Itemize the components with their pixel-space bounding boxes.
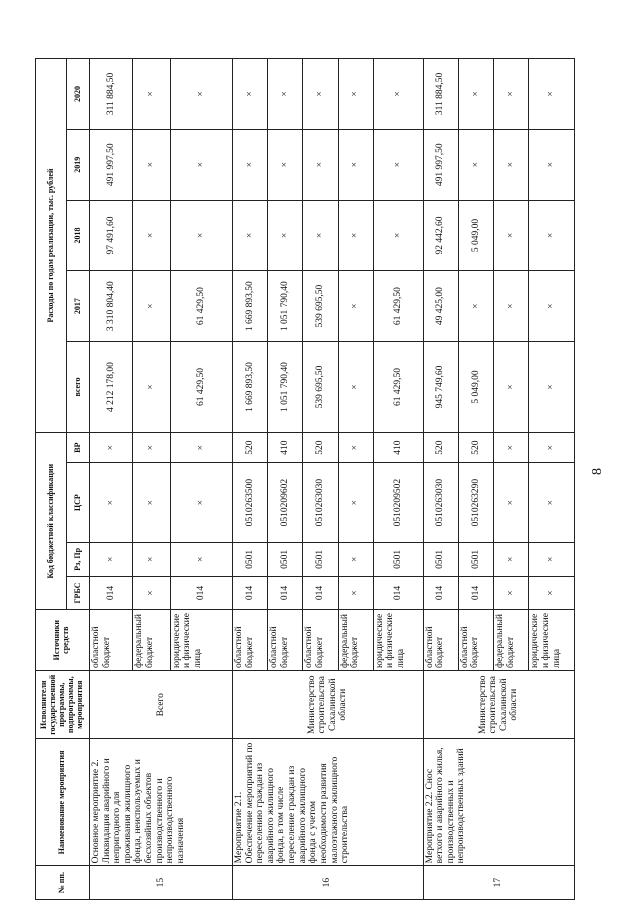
cell-vr: × [89,432,133,462]
cell-rzpr: 0501 [268,543,303,577]
cell-total: 5 049,00 [458,342,493,433]
activity-name: Мероприятие 2.2. Снос ветхого и аварийного жилья, производственных и непроизводственных зданий [423,739,574,866]
cell-source: юридические и физические лица [373,610,423,671]
cell-y2018: × [232,200,267,271]
cell-y2018: 5 049,00 [458,200,493,271]
cell-y2019: × [170,129,232,200]
cell-y2017: 3 310 804,40 [89,271,133,342]
cell-vr: × [338,432,373,462]
cell-rzpr: 0501 [232,543,267,577]
header-executor: Исполнители государственной программы, подпрограммы, мероприятия [36,670,90,738]
cell-source: областной бюджет [268,610,303,671]
row-number: 17 [423,866,574,900]
cell-rzpr: 0501 [373,543,423,577]
cell-source: областной бюджет [303,610,338,671]
cell-total: 61 429,50 [373,342,423,433]
cell-total: 1 669 893,50 [232,342,267,433]
cell-y2019: × [303,129,338,200]
cell-vr: 520 [303,432,338,462]
cell-total: × [529,342,575,433]
cell-grbs: 014 [458,576,493,610]
cell-vr: 520 [232,432,267,462]
cell-y2017: 1 669 893,50 [232,271,267,342]
cell-total: × [494,342,529,433]
cell-total: 61 429,50 [170,342,232,433]
cell-y2020: × [170,59,232,130]
cell-rzpr: 0501 [303,543,338,577]
cell-csr: × [133,463,170,543]
cell-total: × [133,342,170,433]
cell-y2017: 61 429,50 [373,271,423,342]
cell-csr: × [338,463,373,543]
cell-y2019: × [494,129,529,200]
cell-y2020: × [133,59,170,130]
header-source: Источники средств [36,610,90,671]
cell-y2017: 49 425,00 [423,271,458,342]
cell-y2020: 311 884,50 [89,59,133,130]
cell-y2017: × [458,271,493,342]
cell-source: областной бюджет [232,610,267,671]
cell-y2018: × [494,200,529,271]
table-row [423,59,458,900]
cell-vr: 520 [458,432,493,462]
activity-name: Основное мероприятие 2. Ликвидация аварийного и непригодного для проживания жилищного фонда, неиспользуемых и бесхозяйных объектов производственного и непроизводственного назначения [89,739,232,866]
header-code-group: Код бюджетной классификации [36,432,67,609]
cell-csr: 0510263500 [232,463,267,543]
cell-grbs: × [338,576,373,610]
cell-y2020: × [373,59,423,130]
cell-csr: × [529,463,575,543]
page-number: 8 [590,468,605,475]
row-number: 15 [89,866,232,900]
header-num: № пп. [36,866,90,900]
executor-name: Всего [89,670,232,738]
cell-y2018: × [338,200,373,271]
cell-source: федеральный бюджет [338,610,373,671]
cell-grbs: 014 [303,576,338,610]
cell-y2017: 539 695,50 [303,271,338,342]
cell-rzpr: 0501 [423,543,458,577]
cell-y2017: × [338,271,373,342]
cell-y2017: × [529,271,575,342]
executor-name: Министерство строительства Сахалинской области [423,670,574,738]
cell-y2020: × [268,59,303,130]
cell-y2019: × [133,129,170,200]
cell-csr: × [494,463,529,543]
cell-y2019: × [268,129,303,200]
cell-y2020: × [458,59,493,130]
cell-total: 539 695,50 [303,342,338,433]
header-name: Наименование мероприятия [36,739,90,866]
cell-grbs: × [494,576,529,610]
header-rzpr: Рз, Пр [67,543,90,577]
cell-grbs: × [133,576,170,610]
cell-y2019: × [373,129,423,200]
cell-y2020: × [338,59,373,130]
cell-grbs: × [529,576,575,610]
cell-csr: 0510263030 [423,463,458,543]
cell-rzpr: 0501 [458,543,493,577]
cell-y2017: × [494,271,529,342]
cell-y2018: × [170,200,232,271]
cell-vr: × [133,432,170,462]
cell-csr: 0510209502 [373,463,423,543]
cell-source: юридические и физические лица [170,610,232,671]
cell-csr: × [89,463,133,543]
header-expense-group: Расходы по годам реализации, тыс. рублей [36,59,67,433]
cell-y2018: × [303,200,338,271]
cell-csr: 0510263030 [303,463,338,543]
cell-source: областной бюджет [89,610,133,671]
cell-y2018: 92 442,60 [423,200,458,271]
cell-y2018: × [529,200,575,271]
cell-rzpr: × [89,543,133,577]
cell-source: областной бюджет [423,610,458,671]
cell-source: федеральный бюджет [133,610,170,671]
cell-csr: 0510263290 [458,463,493,543]
cell-y2017: 1 051 790,40 [268,271,303,342]
activity-name: Мероприятие 2.1. Обеспечение мероприятий по переселению граждан из аварийного жилищного фонда, в том числе переселение граждан из аварийного жилищного фонда с учетом необходимости развития малоэтажного жилищного строительства [232,739,423,866]
cell-rzpr: × [338,543,373,577]
cell-y2019: × [232,129,267,200]
cell-csr: × [170,463,232,543]
header-2020: 2020 [67,59,90,130]
cell-y2018: × [268,200,303,271]
cell-grbs: 014 [89,576,133,610]
cell-grbs: 014 [268,576,303,610]
cell-y2020: × [494,59,529,130]
header-total: всего [67,342,90,433]
cell-y2020: × [303,59,338,130]
cell-rzpr: × [170,543,232,577]
cell-y2019: × [338,129,373,200]
cell-total: 945 749,60 [423,342,458,433]
cell-vr: × [494,432,529,462]
cell-y2019: 491 997,50 [89,129,133,200]
cell-rzpr: × [133,543,170,577]
header-2018: 2018 [67,200,90,271]
cell-source: федеральный бюджет [494,610,529,671]
cell-vr: × [529,432,575,462]
cell-vr: 410 [373,432,423,462]
table-row [232,59,267,900]
cell-rzpr: × [529,543,575,577]
cell-source: юридические и физические лица [529,610,575,671]
cell-y2020: × [232,59,267,130]
cell-vr: 410 [268,432,303,462]
header-2017: 2017 [67,271,90,342]
cell-total: 4 212 178,00 [89,342,133,433]
cell-y2019: × [458,129,493,200]
cell-y2019: × [529,129,575,200]
table-row [89,59,133,900]
expenses-table [35,58,575,900]
executor-name: Министерство строительства Сахалинской области [232,670,423,738]
header-vr: ВР [67,432,90,462]
cell-grbs: 014 [373,576,423,610]
cell-grbs: 014 [232,576,267,610]
cell-rzpr: × [494,543,529,577]
header-csr: ЦСР [67,463,90,543]
cell-csr: 0510209602 [268,463,303,543]
cell-y2017: × [133,271,170,342]
cell-total: × [338,342,373,433]
cell-vr: × [170,432,232,462]
cell-y2018: × [133,200,170,271]
cell-source: областной бюджет [458,610,493,671]
cell-vr: 520 [423,432,458,462]
cell-y2020: 311 884,50 [423,59,458,130]
cell-y2019: 491 997,50 [423,129,458,200]
header-grbs: ГРБС [67,576,90,610]
cell-grbs: 014 [423,576,458,610]
cell-total: 1 051 790,40 [268,342,303,433]
cell-y2018: × [373,200,423,271]
cell-y2020: × [529,59,575,130]
cell-grbs: 014 [170,576,232,610]
header-2019: 2019 [67,129,90,200]
cell-y2017: 61 429,50 [170,271,232,342]
row-number: 16 [232,866,423,900]
cell-y2018: 97 491,60 [89,200,133,271]
